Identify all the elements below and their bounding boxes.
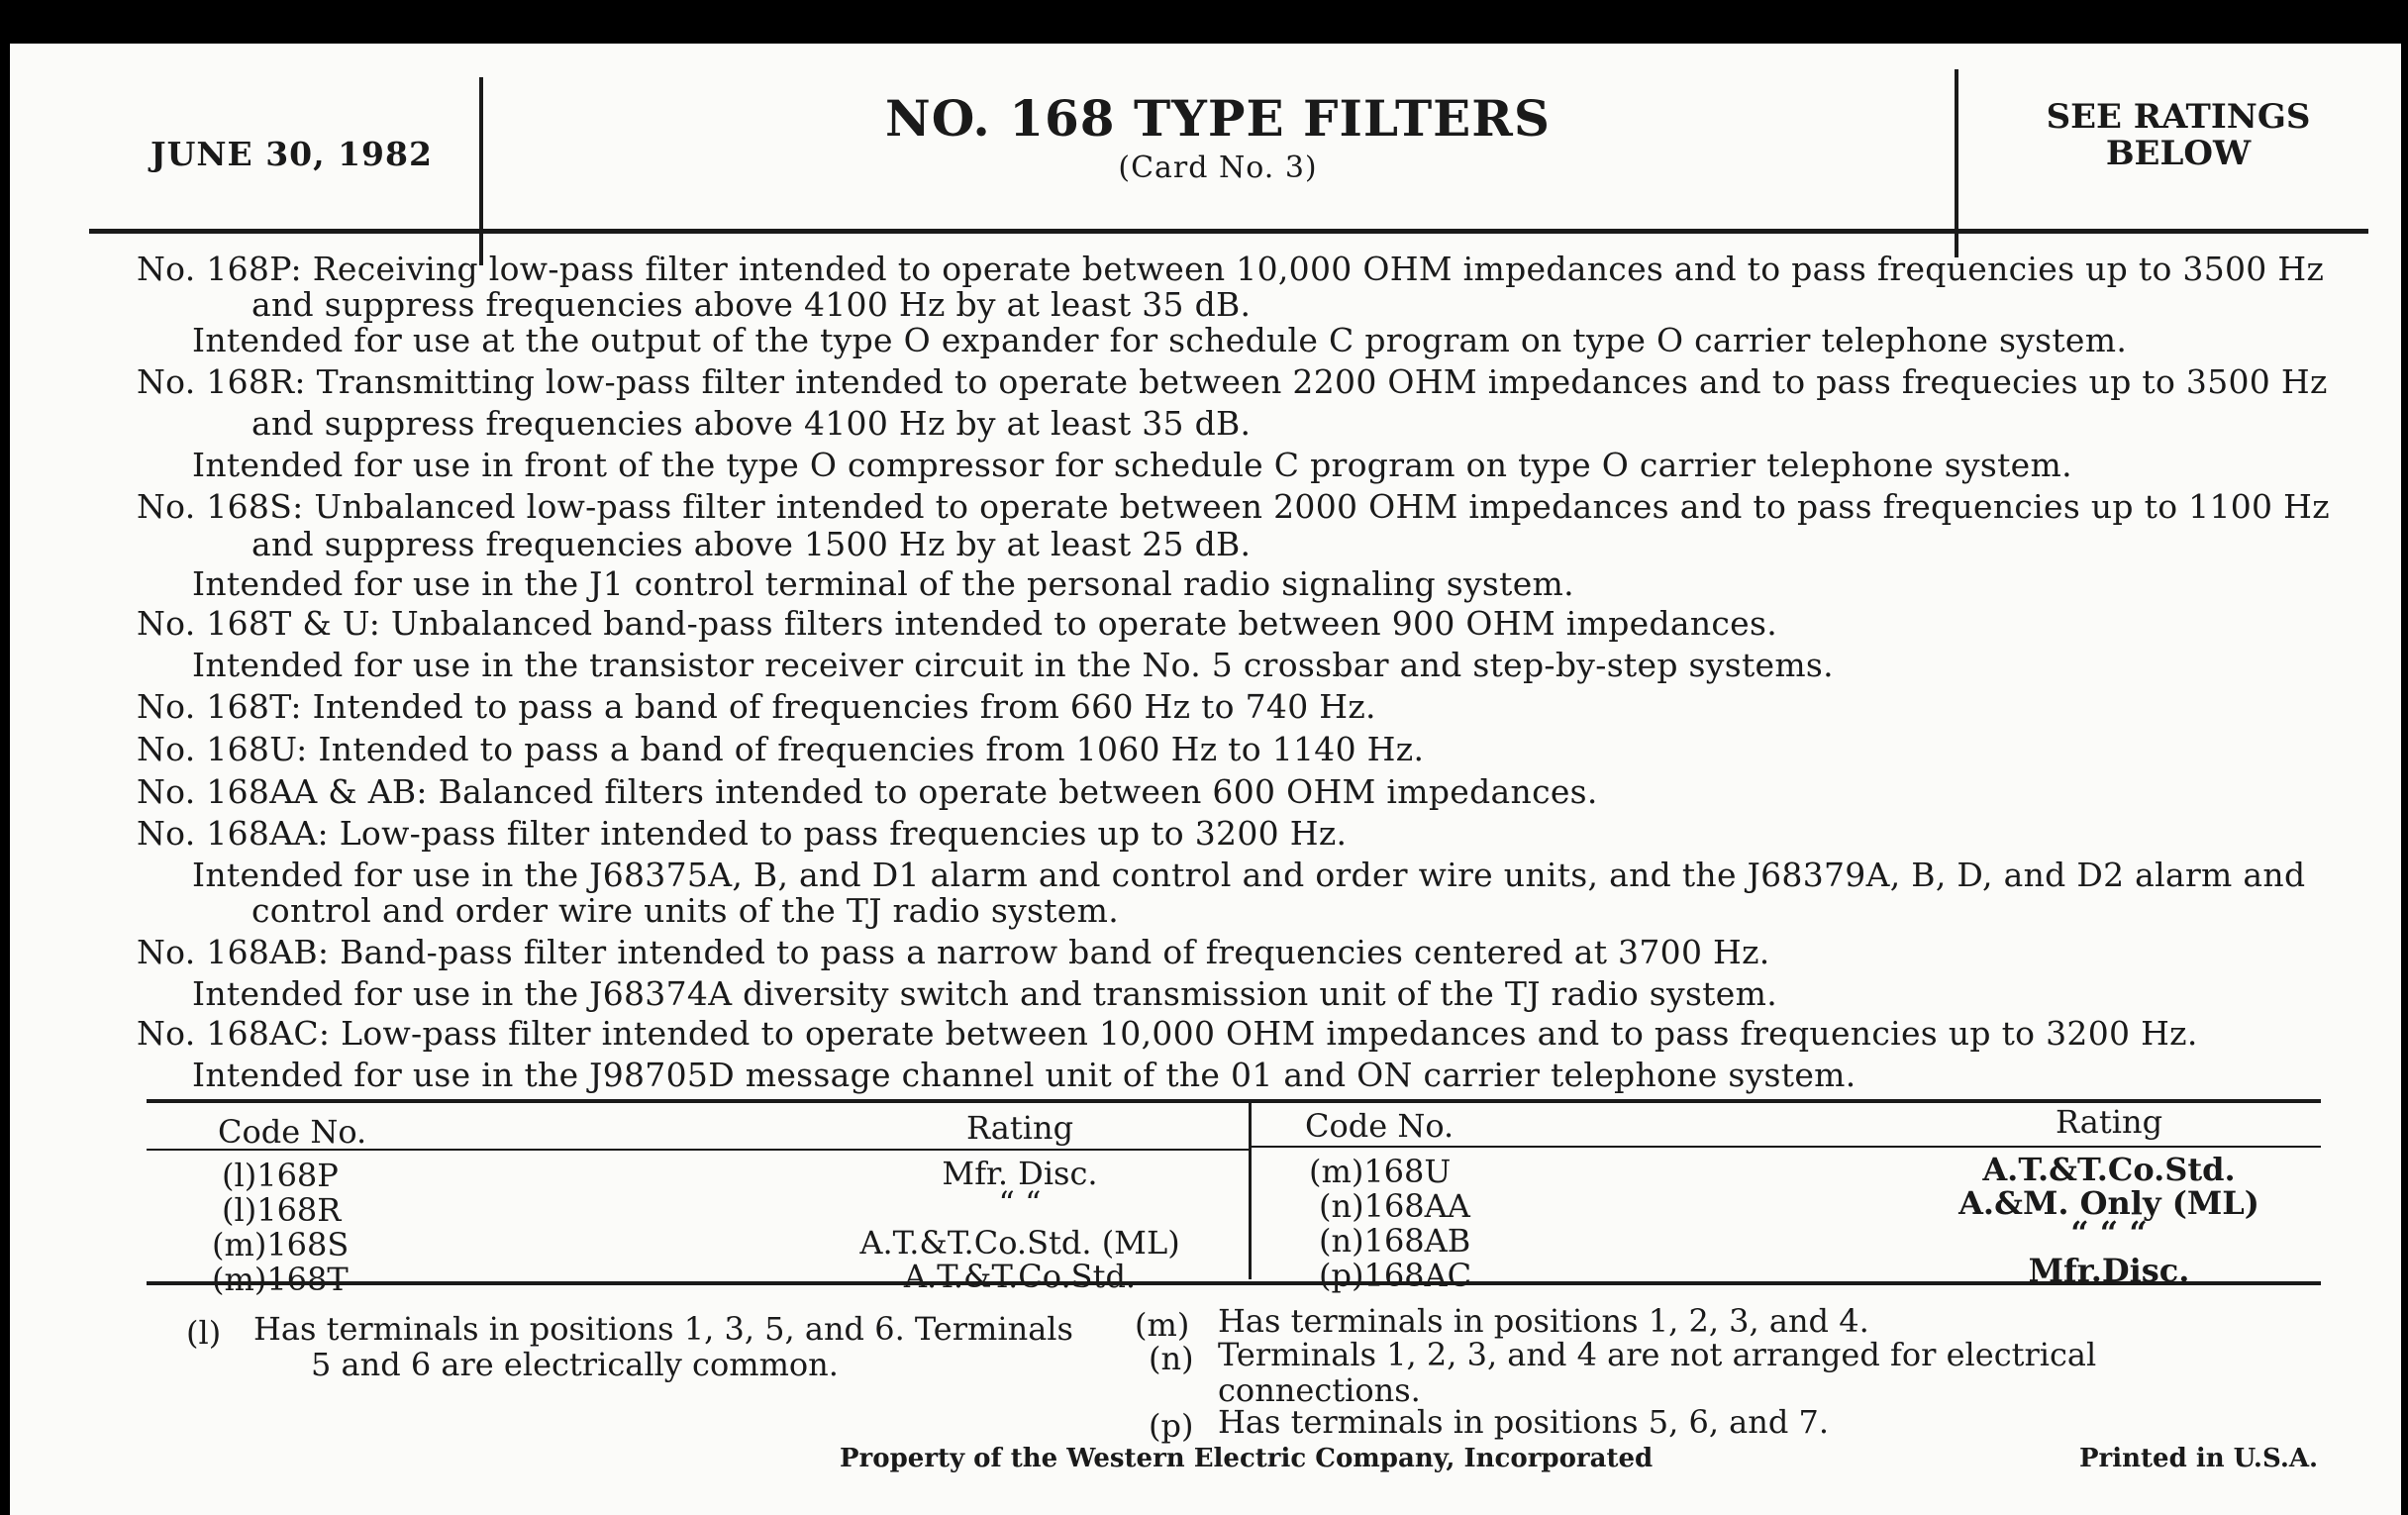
desc-line: No. 168AB: Band-pass filter intended to pass a narrow band of frequencies centered at 3700 Hz. bbox=[137, 933, 1770, 971]
footer-printed: Printed in U.S.A. bbox=[2079, 1444, 2319, 1473]
desc-line: No. 168T & U: Unbalanced band-pass filters intended to operate between 900 OHM impedances. bbox=[137, 604, 1778, 643]
table-row-code: (n)168AA bbox=[1319, 1187, 1470, 1225]
table-row-code: (n)168AB bbox=[1319, 1222, 1471, 1260]
note-l-label: (l) bbox=[186, 1314, 222, 1352]
col-header-rating: Rating bbox=[2055, 1103, 2163, 1141]
note-m-label: (m) bbox=[1135, 1306, 1190, 1344]
table-row-rating: A.T.&T.Co.Std. bbox=[1982, 1151, 2236, 1188]
desc-line: No. 168AA & AB: Balanced filters intended to operate between 600 OHM impedances. bbox=[137, 772, 1598, 811]
col-header-code: Code No. bbox=[218, 1113, 367, 1151]
table-row-code: (p)168AC bbox=[1319, 1257, 1472, 1294]
header-rule bbox=[89, 229, 2368, 234]
desc-line: No. 168R: Transmitting low-pass filter intended to operate between 2200 OHM impedances and to pass frequecies up to 3500 Hz bbox=[137, 362, 2328, 401]
desc-line: Intended for use in the J68375A, B, and D1 alarm and control and order wire units, and the J68379A, B, D, and D2 alarm and bbox=[192, 856, 2306, 894]
table-row-rating: A.&M. Only (ML) bbox=[1958, 1184, 2259, 1222]
desc-line: No. 168P: Receiving low-pass filter intended to operate between 10,000 OHM impedances and to pass frequencies up to 3500 Hz bbox=[137, 250, 2325, 288]
table-row-code: (m)168U bbox=[1309, 1153, 1452, 1190]
desc-line: No. 168S: Unbalanced low-pass filter intended to operate between 2000 OHM impedances and to pass frequencies up to 1100 Hz bbox=[137, 487, 2330, 526]
desc-line: No. 168AC: Low-pass filter intended to operate between 10,000 OHM impedances and to pass frequencies up to 3200 Hz. bbox=[137, 1014, 2198, 1053]
desc-line: Intended for use in the J98705D message channel unit of the 01 and ON carrier telephone system. bbox=[192, 1056, 1856, 1094]
note-m-text: Has terminals in positions 1, 2, 3, and 4. bbox=[1218, 1302, 1869, 1340]
card-title: NO. 168 TYPE FILTERS bbox=[885, 89, 1551, 148]
card-date: JUNE 30, 1982 bbox=[150, 135, 433, 173]
table-row-rating: A.T.&T.Co.Std. bbox=[903, 1258, 1137, 1295]
table-row-rating: A.T.&T.Co.Std. (ML) bbox=[859, 1224, 1180, 1262]
footer-property: Property of the Western Electric Company, Incorporated bbox=[840, 1444, 1654, 1473]
table-header-rule bbox=[1252, 1146, 2321, 1148]
table-row-code: (l)168R bbox=[222, 1191, 342, 1229]
card-subtitle: (Card No. 3) bbox=[1118, 151, 1318, 185]
note-n-label: (n) bbox=[1149, 1340, 1194, 1377]
table-row-rating: “ “ bbox=[998, 1184, 1042, 1222]
table-row-code: (m)168T bbox=[212, 1261, 349, 1298]
table-row-rating: Mfr.Disc. bbox=[2028, 1252, 2190, 1289]
note-p-label: (p) bbox=[1149, 1407, 1194, 1445]
col-header-code: Code No. bbox=[1305, 1107, 1455, 1145]
table-row-code: (l)168P bbox=[222, 1157, 339, 1194]
desc-line: Intended for use in front of the type O compressor for schedule C program on type O carrier telephone system. bbox=[192, 446, 2072, 484]
note-n-text: Terminals 1, 2, 3, and 4 are not arranged for electrical bbox=[1218, 1336, 2097, 1373]
desc-line: Intended for use in the J1 control terminal of the personal radio signaling system. bbox=[192, 564, 1574, 603]
col-header-rating: Rating bbox=[965, 1109, 1074, 1147]
desc-line: and suppress frequencies above 4100 Hz by at least 35 dB. bbox=[251, 285, 1252, 324]
note-n-text: connections. bbox=[1218, 1371, 1421, 1409]
ratings-note: SEE RATINGS BELOW bbox=[2046, 97, 2311, 173]
table-row-code: (m)168S bbox=[212, 1226, 350, 1263]
table-row-rating: Mfr. Disc. bbox=[942, 1155, 1098, 1192]
desc-line: Intended for use in the transistor receiver circuit in the No. 5 crossbar and step-by-step systems. bbox=[192, 646, 1834, 684]
desc-line: No. 168T: Intended to pass a band of frequencies from 660 Hz to 740 Hz. bbox=[137, 687, 1376, 726]
note-p-text: Has terminals in positions 5, 6, and 7. bbox=[1218, 1403, 1830, 1441]
desc-line: and suppress frequencies above 1500 Hz by at least 25 dB. bbox=[251, 525, 1252, 563]
desc-line: No. 168AA: Low-pass filter intended to pass frequencies up to 3200 Hz. bbox=[137, 814, 1348, 853]
filter-card bbox=[10, 44, 2401, 1515]
note-l-text: Has terminals in positions 1, 3, 5, and 6. Terminals bbox=[253, 1310, 1073, 1348]
note-l-text: 5 and 6 are electrically common. bbox=[311, 1346, 839, 1383]
desc-line: Intended for use in the J68374A diversity switch and transmission unit of the TJ radio system. bbox=[192, 974, 1777, 1013]
desc-line: No. 168U: Intended to pass a band of frequencies from 1060 Hz to 1140 Hz. bbox=[137, 730, 1425, 768]
desc-line: and suppress frequencies above 4100 Hz by at least 35 dB. bbox=[251, 404, 1252, 443]
table-row-rating: “ “ “ bbox=[2070, 1214, 2148, 1252]
desc-line: Intended for use at the output of the type O expander for schedule C program on type O carrier telephone system. bbox=[192, 321, 2128, 359]
desc-line: control and order wire units of the TJ radio system. bbox=[251, 891, 1120, 930]
